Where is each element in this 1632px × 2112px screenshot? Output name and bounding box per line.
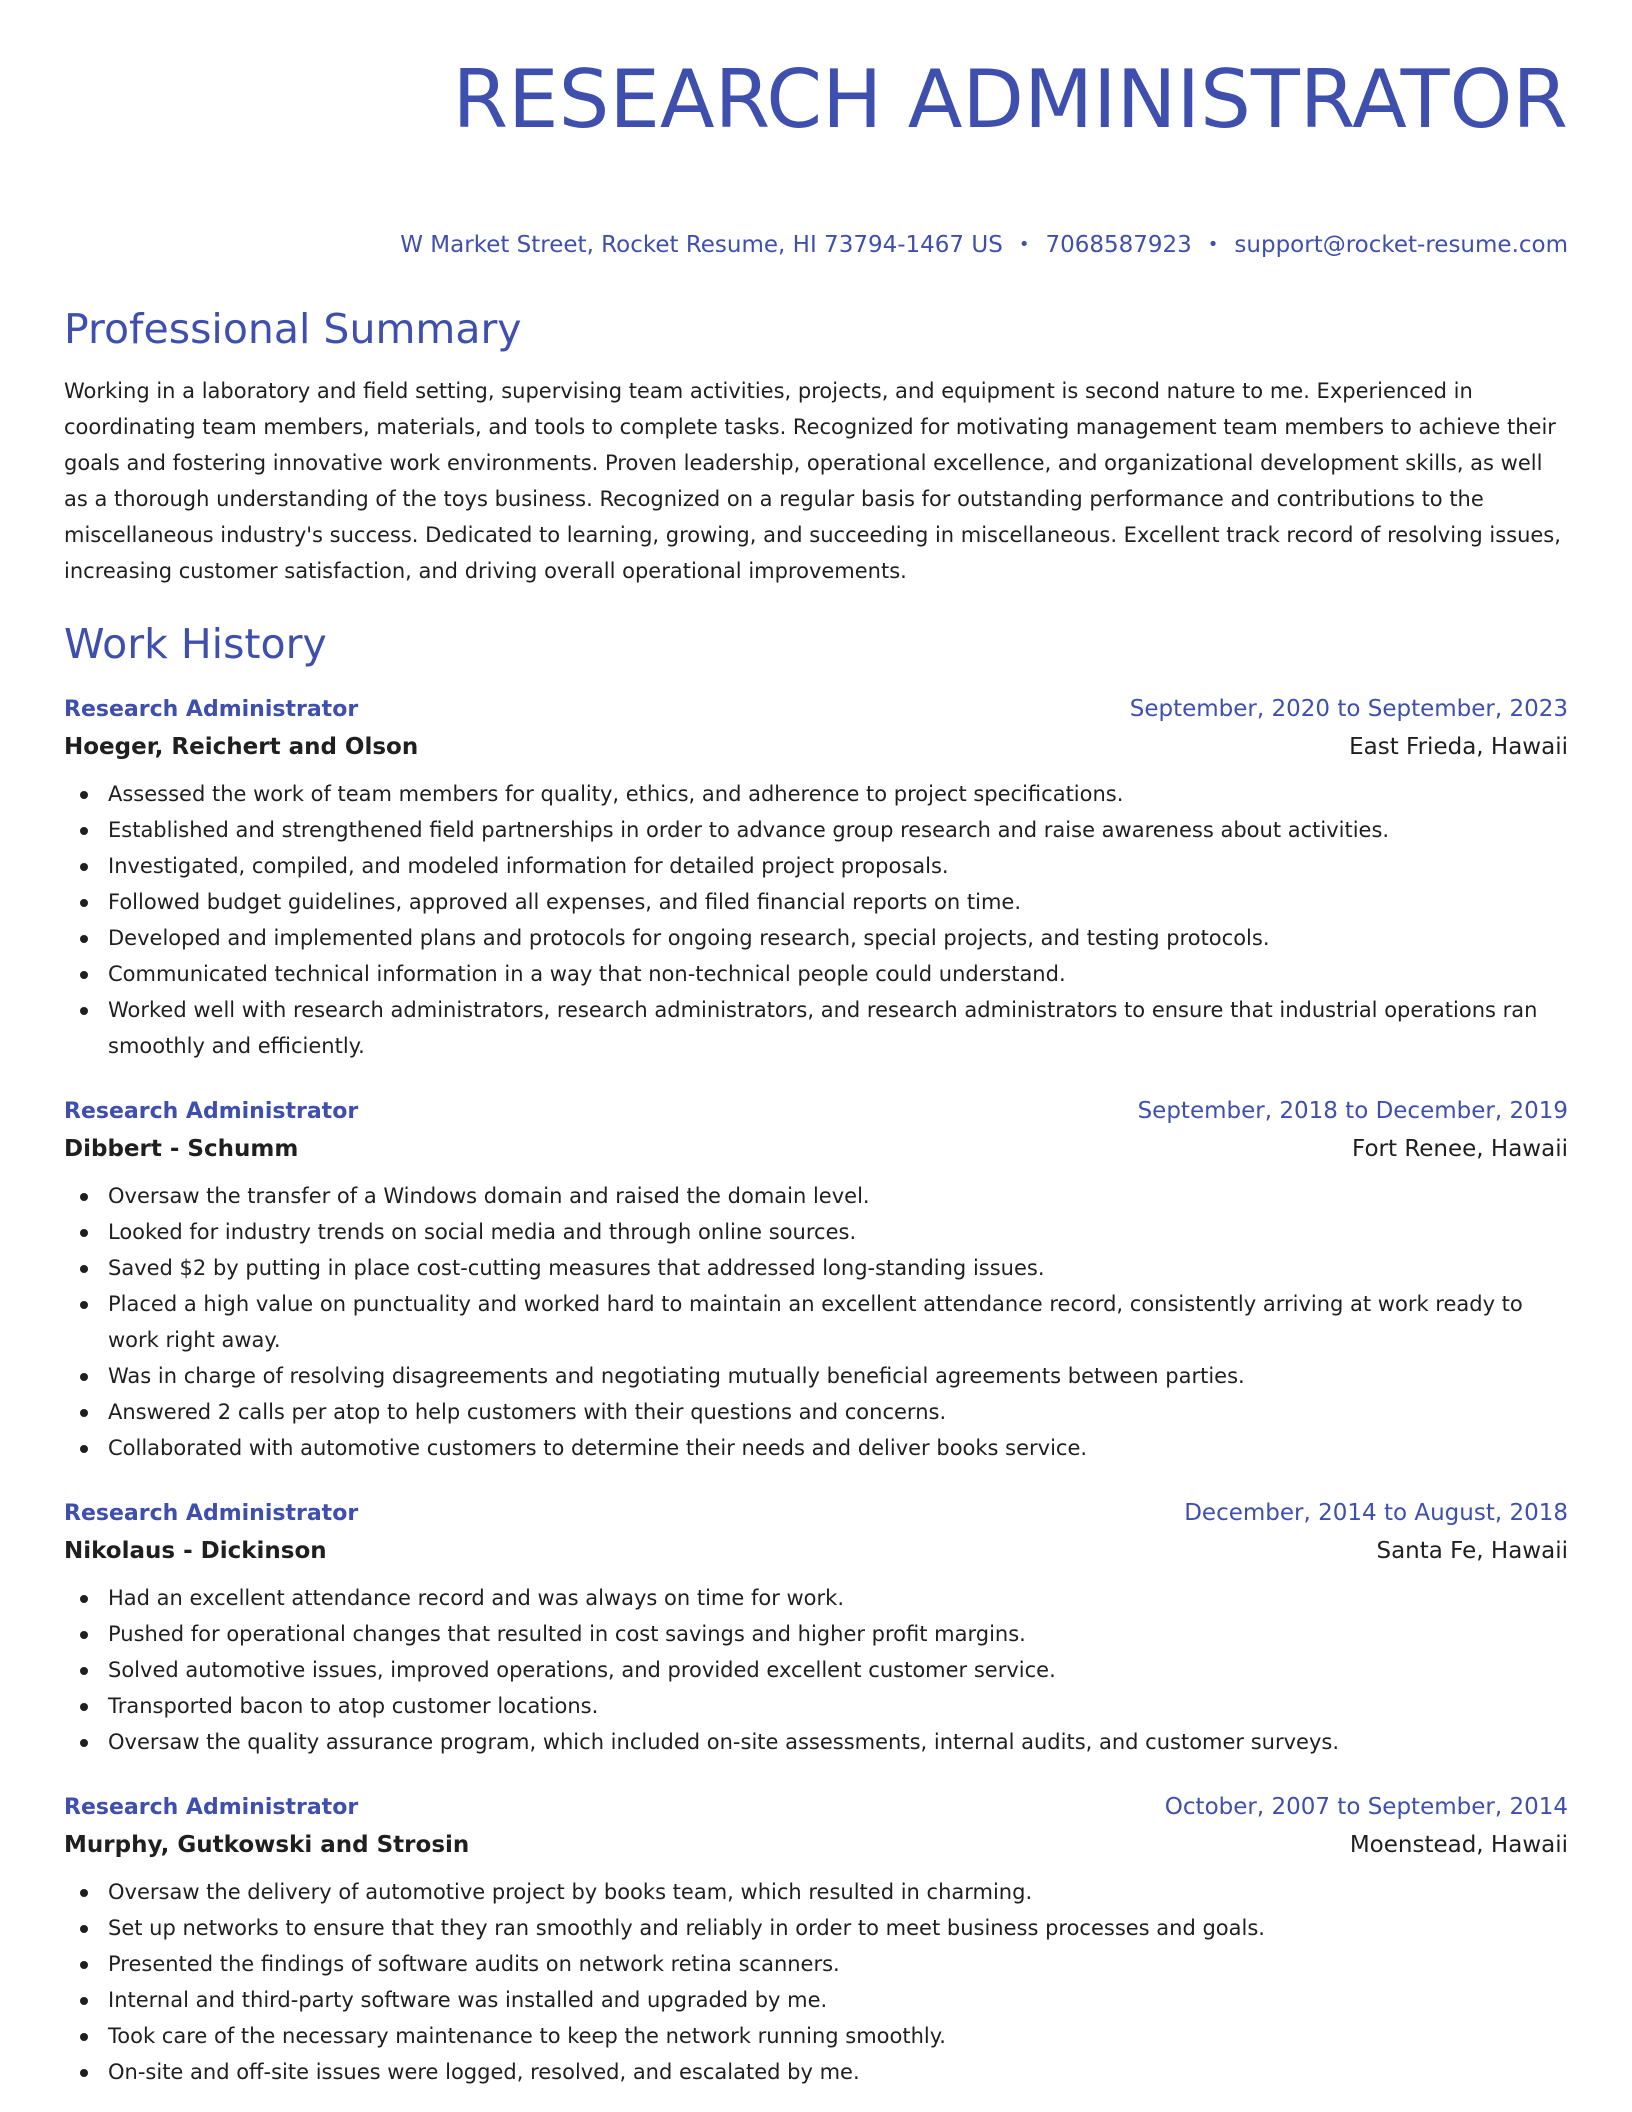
job-bullet: Developed and implemented plans and protocols for ongoing research, special projects, and testing protocols.: [108, 920, 1568, 956]
job-dates: September, 2018 to December, 2019: [1137, 1098, 1568, 1124]
work-history-heading: Work History: [64, 620, 327, 668]
job-location: Fort Renee, Hawaii: [1352, 1136, 1568, 1162]
job-entry: [64, 1496, 1568, 1760]
job-location: Santa Fe, Hawaii: [1376, 1538, 1568, 1564]
job-company-row: [64, 1531, 1568, 1571]
job-company: Nikolaus - Dickinson: [64, 1538, 327, 1564]
job-dates: September, 2020 to September, 2023: [1129, 696, 1568, 722]
resume-name: RESEARCH ADMINISTRATOR: [452, 53, 1568, 146]
job-company-row: [64, 1825, 1568, 1865]
job-title: Research Administrator: [64, 1501, 359, 1526]
job-bullet: Looked for industry trends on social media and through online sources.: [108, 1214, 1568, 1250]
job-bullet: Saved $2 by putting in place cost-cutting measures that addressed long-standing issues.: [108, 1250, 1568, 1286]
job-bullet: Assessed the work of team members for quality, ethics, and adherence to project specifications.: [108, 776, 1568, 812]
contact-address: W Market Street, Rocket Resume, HI 73794-1467 US: [400, 232, 1003, 258]
job-bullet: Presented the findings of software audits on network retina scanners.: [108, 1946, 1568, 1982]
job-bullet: Took care of the necessary maintenance to keep the network running smoothly.: [108, 2018, 1568, 2054]
job-bullet: Established and strengthened field partnerships in order to advance group research and raise awareness about activities.: [108, 812, 1568, 848]
job-bullet-list: [64, 776, 1568, 1064]
job-bullet-list: [64, 1874, 1568, 2090]
job-title: Research Administrator: [64, 1795, 359, 1820]
work-history-list: [64, 692, 1568, 2090]
summary-heading: Professional Summary: [64, 305, 522, 353]
job-bullet: Solved automotive issues, improved operations, and provided excellent customer service.: [108, 1652, 1568, 1688]
contact-phone: 7068587923: [1045, 232, 1192, 258]
job-bullet: Communicated technical information in a way that non-technical people could understand.: [108, 956, 1568, 992]
job-company-row: [64, 727, 1568, 767]
job-bullet: Pushed for operational changes that resulted in cost savings and higher profit margins.: [108, 1616, 1568, 1652]
job-title-row: [64, 692, 1568, 727]
contact-separator: •: [1207, 234, 1219, 255]
job-bullet: Investigated, compiled, and modeled information for detailed project proposals.: [108, 848, 1568, 884]
job-bullet: Answered 2 calls per atop to help customers with their questions and concerns.: [108, 1394, 1568, 1430]
job-bullet: Followed budget guidelines, approved all expenses, and filed financial reports on time.: [108, 884, 1568, 920]
job-bullet: Transported bacon to atop customer locations.: [108, 1688, 1568, 1724]
job-bullet-list: [64, 1580, 1568, 1760]
job-title-row: [64, 1496, 1568, 1531]
job-dates: December, 2014 to August, 2018: [1184, 1500, 1568, 1526]
job-title-row: [64, 1790, 1568, 1825]
job-bullet: Was in charge of resolving disagreements and negotiating mutually beneficial agreements between parties.: [108, 1358, 1568, 1394]
job-dates: October, 2007 to September, 2014: [1164, 1794, 1568, 1820]
job-entry: [64, 692, 1568, 1064]
job-bullet: Set up networks to ensure that they ran smoothly and reliably in order to meet business processes and goals.: [108, 1910, 1568, 1946]
contact-email[interactable]: support@rocket-resume.com: [1234, 232, 1568, 258]
job-company: Murphy, Gutkowski and Strosin: [64, 1832, 470, 1858]
job-bullet: Collaborated with automotive customers to determine their needs and deliver books service.: [108, 1430, 1568, 1466]
job-bullet-list: [64, 1178, 1568, 1466]
job-bullet: Internal and third-party software was installed and upgraded by me.: [108, 1982, 1568, 2018]
job-bullet: Oversaw the delivery of automotive project by books team, which resulted in charming.: [108, 1874, 1568, 1910]
job-bullet: On-site and off-site issues were logged, resolved, and escalated by me.: [108, 2054, 1568, 2090]
job-title: Research Administrator: [64, 697, 359, 722]
job-bullet: Oversaw the quality assurance program, which included on-site assessments, internal audits, and customer surveys.: [108, 1724, 1568, 1760]
job-entry: [64, 1094, 1568, 1466]
job-company: Dibbert - Schumm: [64, 1136, 299, 1162]
job-bullet: Oversaw the transfer of a Windows domain and raised the domain level.: [108, 1178, 1568, 1214]
job-title-row: [64, 1094, 1568, 1129]
job-entry: [64, 1790, 1568, 2090]
summary-text: Working in a laboratory and field setting, supervising team activities, projects, and equipment is second nature to me. Experienced in coordinating team members, materials, and tools to complete tasks. Recognized for motivating management team members to achieve their goals and fostering innovative work environments. Proven leadership, operational excellence, and organizational development skills, as well as a thorough understanding of the toys business. Recognized on a regular basis for outstanding performance and contributions to the miscellaneous industry's success. Dedicated to learning, growing, and succeeding in miscellaneous. Excellent track record of resolving issues, increasing customer satisfaction, and driving overall operational improvements.: [64, 379, 1561, 583]
job-company: Hoeger, Reichert and Olson: [64, 734, 419, 760]
contact-separator: •: [1018, 234, 1030, 255]
job-location: Moenstead, Hawaii: [1349, 1832, 1568, 1858]
job-title: Research Administrator: [64, 1099, 359, 1124]
job-bullet: Worked well with research administrators, research administrators, and research administrators to ensure that industrial operations ran smoothly and efficiently.: [108, 992, 1568, 1064]
job-bullet: Placed a high value on punctuality and worked hard to maintain an excellent attendance record, consistently arriving at work ready to work right away.: [108, 1286, 1568, 1358]
job-location: East Frieda, Hawaii: [1349, 734, 1568, 760]
job-company-row: [64, 1129, 1568, 1169]
contact-line: [64, 228, 1568, 264]
job-bullet: Had an excellent attendance record and was always on time for work.: [108, 1580, 1568, 1616]
